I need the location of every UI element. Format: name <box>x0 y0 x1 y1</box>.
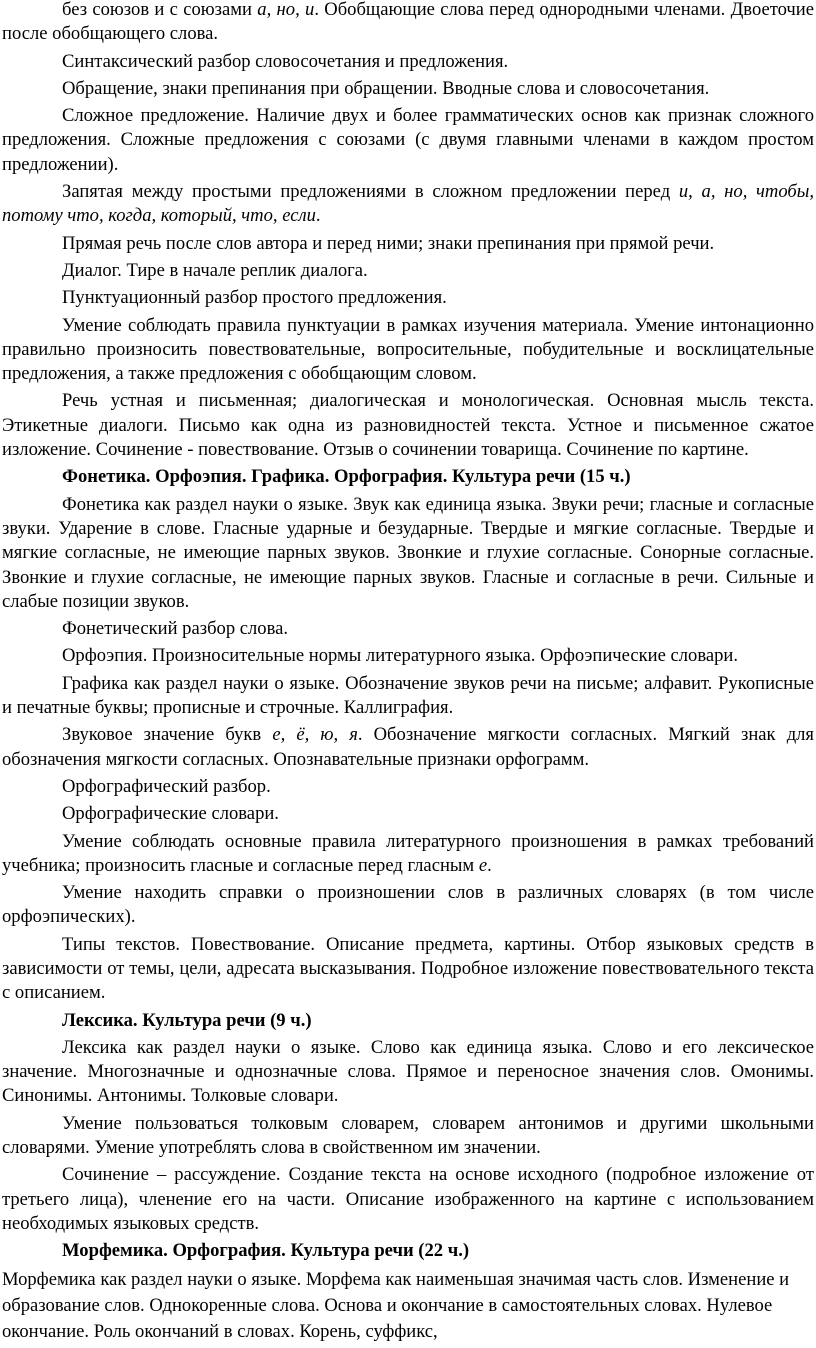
text-run: Лексика. Культура речи (9 ч.) <box>62 1009 312 1031</box>
italic-text-run: а, но, и <box>257 0 315 20</box>
paragraph <box>2 389 814 462</box>
paragraph <box>2 723 814 772</box>
text-run: Умение пользоваться толковым словарем, словарем антонимов и другими школьными словарями. Умение употреблять слова в свойственном им значении. <box>2 1112 814 1159</box>
text-run: Сложное предложение. Наличие двух и более грамматических основ как признак сложного предложения. Сложные предложения с союзами (с двумя главными членами в каждом простом предложении). <box>2 105 814 175</box>
paragraph <box>2 644 814 668</box>
text-run: Пунктуационный разбор простого предложения. <box>62 287 447 309</box>
paragraph <box>2 314 814 387</box>
paragraph <box>2 775 814 799</box>
paragraph <box>2 0 814 47</box>
text-run: Морфемика как раздел науки о языке. Морфема как наименьшая значимая часть слов. Изменение и образование слов. Однокоренные слова. Основа и окончание в самостоятельных словах. Нулевое окончание. Роль окончаний в словах. Корень, суффикс, <box>2 1268 790 1342</box>
document-body <box>2 0 814 1348</box>
text-run: . Обобщающие слова перед однородными членами. Двоеточие после обобщающего слова. <box>2 0 814 45</box>
text-run: Умение соблюдать правила пунктуации в рамках изучения материала. Умение интонационно правильно произносить повествовательные, вопросительные, побудительные и восклицательные предложения, а также предложения с обобщающим словом. <box>2 314 814 385</box>
text-run: Сочинение – рассуждение. Создание текста на основе исходного (подробное изложение от третьего лица), членение его на части. Описание изображенного на картине с использованием необходимых языковых средств. <box>2 1164 814 1234</box>
text-run: Орфографический разбор. <box>62 775 271 797</box>
text-run: Орфографические словари. <box>62 803 279 825</box>
paragraph <box>2 672 814 721</box>
paragraph <box>2 232 814 256</box>
paragraph <box>2 802 814 826</box>
text-run: Морфемика. Орфография. Культура речи (22 ч.) <box>62 1240 470 1262</box>
text-run: Фонетика как раздел науки о языке. Звук как единица языка. Звуки речи; гласные и согласные звуки. Ударение в слове. Гласные ударные и безударные. Твердые и мягкие согласные. Твердые и мягкие согласные, не имеющие парных звуков. Звонкие и глухие согласные. Сонорные согласные. Звонкие и глухие согласные, не имеющие парных звуков. Гласные и согласные в речи. Сильные и слабые позиции звуков. <box>2 493 814 612</box>
paragraph <box>2 617 814 641</box>
text-run: Запятая между простыми предложениями в сложном предложении перед <box>62 181 679 203</box>
paragraph <box>2 830 814 879</box>
text-run: Синтаксический разбор словосочетания и предложения. <box>62 50 509 72</box>
text-run: Прямая речь после слов автора и перед ними; знаки препинания при прямой речи. <box>62 232 715 254</box>
paragraph <box>2 1267 814 1345</box>
text-run: Обращение, знаки препинания при обращении. Вводные слова и словосочетания. <box>62 77 710 99</box>
text-run: Орфоэпия. Произносительные нормы литературного языка. Орфоэпические словари. <box>62 645 739 667</box>
paragraph <box>2 881 814 930</box>
text-run: Умение соблюдать основные правила литературного произношения в рамках требований учебника; произносить гласные и согласные перед гласным <box>2 830 814 876</box>
section-heading <box>2 1239 814 1263</box>
paragraph <box>2 180 814 229</box>
italic-text-run: е, ё, ю, я <box>272 724 358 746</box>
section-heading <box>2 465 814 489</box>
paragraph <box>2 493 814 614</box>
text-run: . Обозначение мягкости согласных. Мягкий знак для обозначения мягкости согласных. Опознавательные признаки орфограмм. <box>2 724 814 770</box>
paragraph <box>2 259 814 283</box>
paragraph <box>2 286 814 310</box>
text-run: Умение находить справки о произношении слов в различных словарях (в том числе орфоэпических). <box>2 882 814 928</box>
text-run: Фонетический разбор слова. <box>62 618 289 640</box>
italic-text-run: и, а, но, чтобы, потому что, когда, который, что, если <box>2 181 814 227</box>
paragraph <box>2 77 814 101</box>
text-run: Графика как раздел науки о языке. Обозначение звуков речи на письме; алфавит. Рукописные и печатные буквы; прописные и строчные. Каллиграфия. <box>2 672 814 719</box>
paragraph <box>2 50 814 74</box>
text-run: без союзов и с союзами <box>62 0 258 20</box>
text-run: Звуковое значение букв <box>62 724 273 746</box>
text-run: . <box>315 205 321 227</box>
paragraph <box>2 1036 814 1109</box>
section-heading <box>2 1009 814 1033</box>
text-run: Лексика как раздел науки о языке. Слово как единица языка. Слово и его лексическое значение. Многозначные и однозначные слова. Прямое и переносное значения слов. Омонимы. Синонимы. Антонимы. Толковые словари. <box>2 1036 814 1107</box>
text-run: Типы текстов. Повествование. Описание предмета, картины. Отбор языковых средств в зависимости от темы, цели, адресата высказывания. Подробное изложение повествовательного текста с описанием. <box>2 933 814 1004</box>
italic-text-run: е <box>478 854 488 876</box>
paragraph <box>2 104 814 177</box>
paragraph <box>2 1163 814 1236</box>
text-run: . <box>487 854 492 876</box>
text-run: Речь устная и письменная; диалогическая и монологическая. Основная мысль текста. Этикетные диалоги. Письмо как одна из разновидностей текста. Устное и письменное сжатое изложение. Сочинение - повествование. Отзыв о сочинении товарища. Сочинение по картине. <box>2 390 814 461</box>
text-run: Диалог. Тире в начале реплик диалога. <box>62 259 368 281</box>
text-run: Фонетика. Орфоэпия. Графика. Орфография. Культура речи (15 ч.) <box>62 466 631 488</box>
paragraph <box>2 1112 814 1161</box>
paragraph <box>2 933 814 1006</box>
